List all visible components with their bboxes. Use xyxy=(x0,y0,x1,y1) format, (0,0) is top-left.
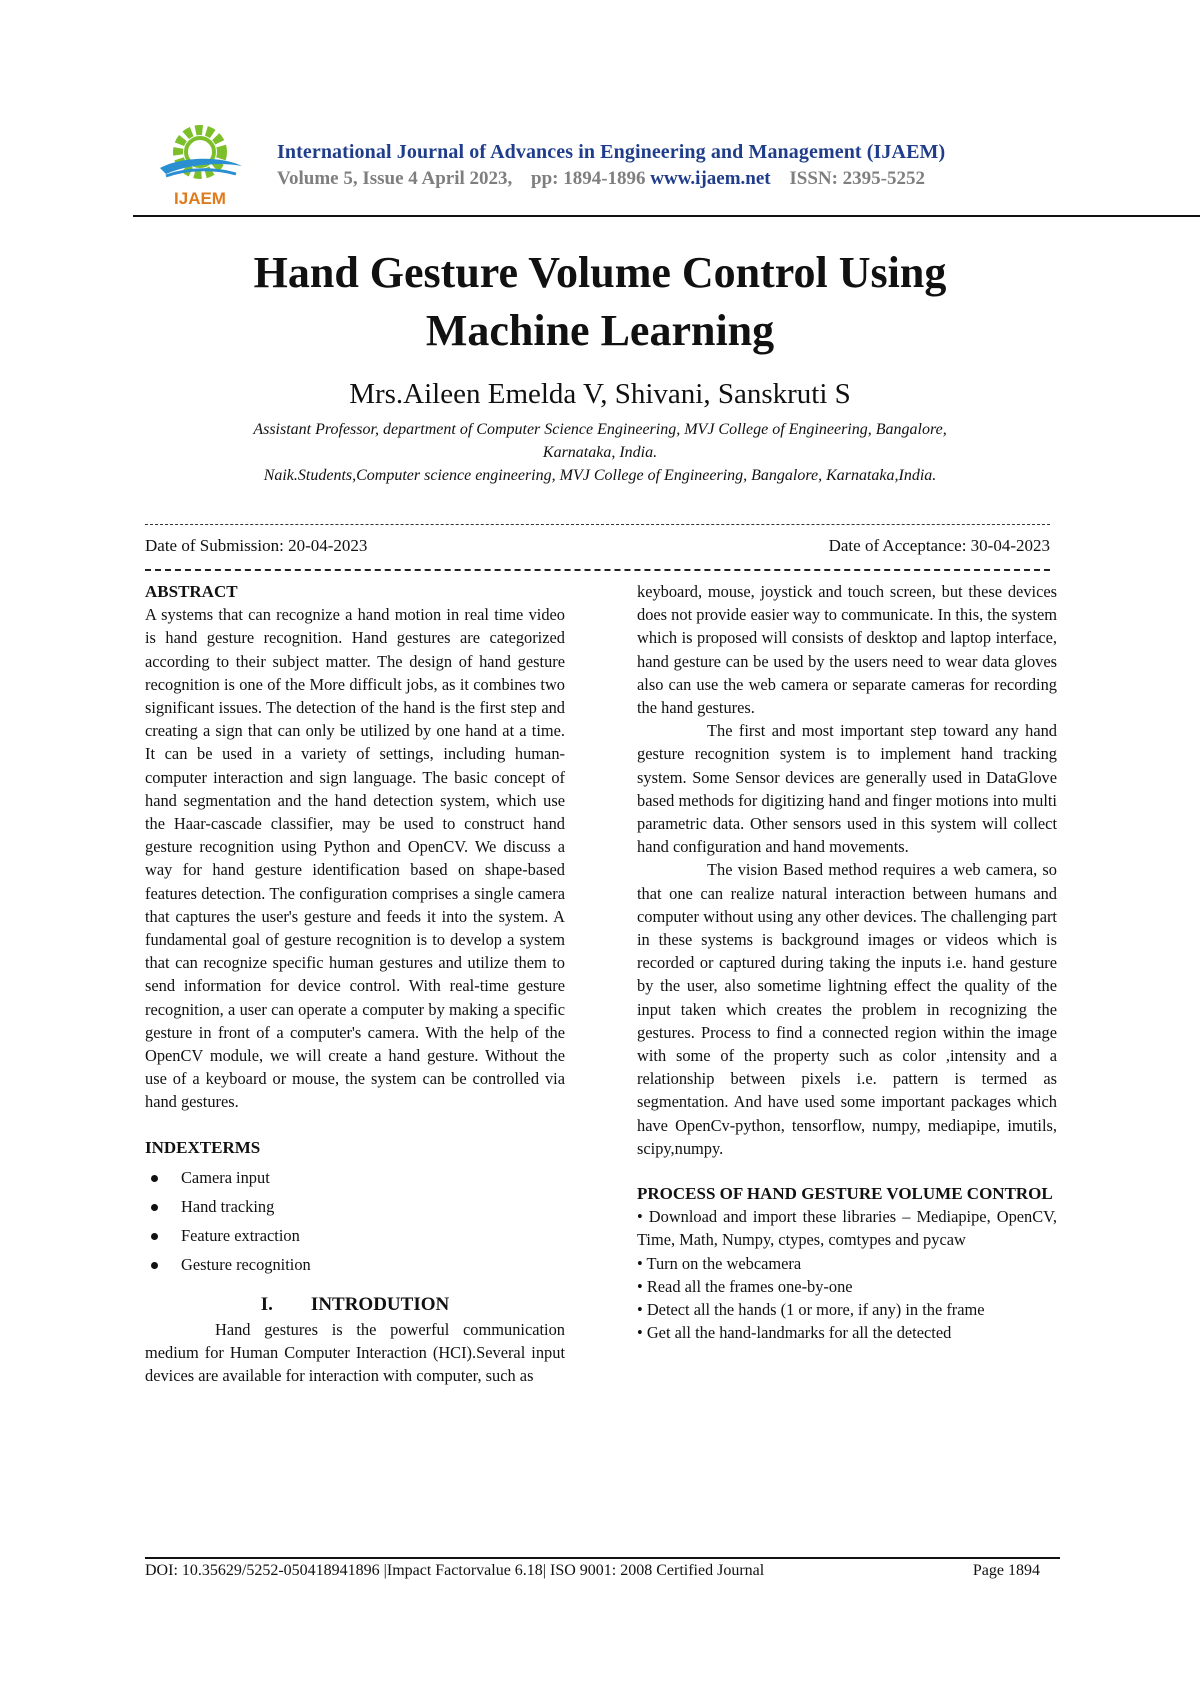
list-item: • Download and import these libraries – Mediapipe, OpenCV, Time, Math, Numpy, ctypes, comtypes and pycaw xyxy=(637,1207,1057,1250)
bullet-icon xyxy=(151,1262,158,1269)
affiliation-line-1: Assistant Professor, department of Computer Science Engineering, MVJ College of Engineering, Bangalore, xyxy=(253,421,947,438)
section-title: INTRODUTION xyxy=(310,1293,450,1315)
affiliation-line-2: Karnataka, India. xyxy=(542,444,658,461)
introduction-paragraph-2: The first and most important step toward any hand gesture recognition system is to implement hand tracking system. Some Sensor devices are generally used in DataGlove based methods for digitizing hand and finger motions into multi parametric data. Other sensors used in this system will collect hand configuration and hand movements. xyxy=(637,721,1057,857)
list-item: • Detect all the hands (1 or more, if any) in the frame xyxy=(637,1300,985,1320)
impact-factor: |Impact Factorvalue 6.18| ISO 9001: 2008 Certified Journal xyxy=(383,1562,765,1579)
journal-name: International Journal of Advances in Engineering and Management (IJAEM) xyxy=(277,141,946,163)
paper-title xyxy=(0,244,1200,360)
bullet-icon xyxy=(151,1175,158,1182)
dashed-divider-top xyxy=(145,524,1050,525)
process-heading: PROCESS OF HAND GESTURE VOLUME CONTROL xyxy=(637,1184,1053,1204)
header-divider xyxy=(133,215,1200,217)
authors: Mrs.Aileen Emelda V, Shivani, Sanskruti S xyxy=(349,378,851,410)
bullet-icon xyxy=(151,1204,158,1211)
introduction-paragraph-1-continued: keyboard, mouse, joystick and touch screen, but these devices does not provide easier way to communicate. In this, the system which is proposed will consists of desktop and laptop interface, hand gesture can be used by the users need to wear data gloves also can use the web camera or separate cameras for recording the hand gestures. xyxy=(637,582,1057,718)
introduction-paragraph-1-start: Hand gestures is the powerful communication medium for Human Computer Interaction (HCI).Several input devices are available for interaction with computer, such as xyxy=(145,1320,565,1386)
page-range: pp: 1894-1896 xyxy=(531,168,646,189)
bullet-icon xyxy=(151,1233,158,1240)
svg-text:IJAEM: IJAEM xyxy=(174,189,226,208)
title-line-2: Machine Learning xyxy=(425,306,775,355)
submission-date: Date of Submission: 20-04-2023 xyxy=(145,536,368,555)
list-item: • Turn on the webcamera xyxy=(637,1253,802,1273)
list-item: Hand tracking xyxy=(145,1192,565,1221)
list-item: Camera input xyxy=(145,1163,565,1192)
affiliation-line-3: Naik.Students,Computer science engineering, MVJ College of Engineering, Bangalore, Karnataka,India. xyxy=(263,467,937,484)
journal-meta xyxy=(277,168,925,190)
journal-website-link[interactable]: www.ijaem.net xyxy=(650,168,771,189)
acceptance-date: Date of Acceptance: 30-04-2023 xyxy=(828,536,1050,555)
section-number: I. xyxy=(260,1293,273,1315)
left-column xyxy=(145,580,565,1388)
abstract-text: A systems that can recognize a hand motion in real time video is hand gesture recognition. Hand gestures are categorized according to their subject matter. The design of hand gesture recognition is one of the More difficult jobs, as it combines two significant issues. The detection of the hand is the first step and creating a sign that can only be utilized by one hand at a time. It can be used in a variety of settings, including human-computer interaction and sign language. The basic concept of hand segmentation and the hand detection system, which use the Haar-cascade classifier, may be used to construct hand gesture recognition using Python and OpenCV. We discuss a way for hand gesture identification based on shape-based features detection. The configuration comprises a single camera that captures the user's gesture and feeds it into the system. A fundamental goal of gesture recognition is to develop a system that can recognize specific human gestures and utilize them to send information for device control. With real-time gesture recognition, a user can operate a computer by making a specific gesture in front of a computer's camera. With the help of the OpenCV module, we will create a hand gesture. Without the use of a keyboard or mouse, the system can be controlled via hand gestures. xyxy=(145,605,565,1112)
journal-logo xyxy=(152,118,248,210)
right-column xyxy=(637,580,1057,1345)
index-terms-heading: INDEXTERMS xyxy=(145,1137,261,1157)
dashed-divider-bottom xyxy=(145,569,1050,571)
introduction-paragraph-3: The vision Based method requires a web camera, so that one can realize natural interaction between humans and computer without using any other devices. The challenging part in these systems is background images or videos which is recorded or captured during taking the inputs i.e. hand gesture by the user, also sometime lightning effect the quality of the input taken which creates the problem in recognizing the gestures. Process to find a connected region within the image with some of the property such as color ,intensity and a relationship between pixels i.e. pattern is termed as segmentation. And have used some important packages which have OpenCv-python, tensorflow, numpy, mediapipe, imutils, scipy,numpy. xyxy=(637,860,1057,1158)
index-terms-list xyxy=(145,1163,565,1279)
list-item: • Read all the frames one-by-one xyxy=(637,1276,853,1296)
title-line-1: Hand Gesture Volume Control Using xyxy=(253,248,947,297)
process-steps-list xyxy=(637,1205,1057,1344)
affiliations xyxy=(150,418,1050,487)
issn: ISSN: 2395-5252 xyxy=(789,168,926,189)
page-number: Page 1894 xyxy=(972,1562,1040,1579)
introduction-heading xyxy=(145,1293,565,1316)
footer-divider xyxy=(145,1557,1060,1559)
list-item: Feature extraction xyxy=(145,1221,565,1250)
doi: DOI: 10.35629/5252-050418941896 xyxy=(145,1562,380,1579)
page-footer xyxy=(145,1562,1040,1580)
list-item: • Get all the hand-landmarks for all the detected xyxy=(637,1323,952,1343)
list-item: Gesture recognition xyxy=(145,1250,565,1279)
abstract-heading: ABSTRACT xyxy=(145,582,238,601)
volume-issue: Volume 5, Issue 4 April 2023, xyxy=(277,168,513,189)
